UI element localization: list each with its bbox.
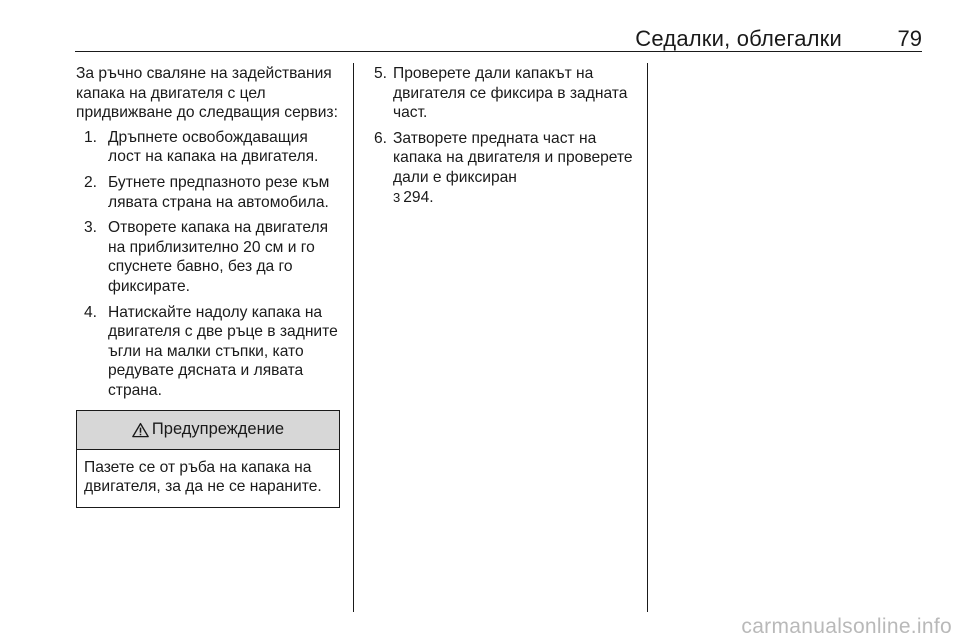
step-number: 4. <box>84 303 98 321</box>
page-reference[interactable]: 294. <box>403 188 434 206</box>
list-item <box>374 129 636 207</box>
step-number: 5. <box>374 65 388 82</box>
step-text: Проверете дали капакът на двигателя се фиксира в задната част. <box>393 65 628 122</box>
warning-text: Пазете се от ръба на капака на двигателя, за да не се нараните. <box>84 458 322 496</box>
warning-box <box>76 410 340 508</box>
warning-title: Предупреждение <box>151 419 285 438</box>
step-text-block <box>393 129 636 207</box>
list-item <box>76 173 342 212</box>
watermark: carmanualsonline.info <box>741 615 952 638</box>
intro-paragraph: За ръчно сваляне на задействания капака на двигателя с цел придвижване до следващия сервиз: <box>76 65 338 122</box>
column-middle <box>374 64 636 213</box>
step-text: Затворете предната част на капака на двигателя и проверете дали е фиксиран <box>393 129 633 186</box>
steps-list <box>374 64 636 207</box>
step-text: Натискайте надолу капака на двигателя с две ръце в задните ъгли на малки стъпки, като редувате дясната и лявата страна. <box>108 303 338 399</box>
step-number: 2. <box>84 173 98 191</box>
step-number: 6. <box>374 129 388 147</box>
list-item <box>76 303 342 401</box>
page-reference-icon: 3 <box>393 189 401 205</box>
warning-triangle-icon <box>132 422 149 438</box>
column-left <box>76 64 342 508</box>
header-rule <box>75 51 922 52</box>
step-number: 1. <box>84 128 98 146</box>
step-text: Дръпнете освобождаващия лост на капака на двигателя. <box>108 128 319 166</box>
list-item <box>76 128 342 167</box>
step-text: Отворете капака на двигателя на приблизително 20 см и го спуснете бавно, без да го фиксирате. <box>108 219 329 295</box>
list-item <box>374 64 636 123</box>
column-divider <box>353 63 354 612</box>
step-number: 3. <box>84 219 98 237</box>
list-item <box>76 218 342 296</box>
steps-list <box>76 128 342 401</box>
column-divider <box>647 63 648 612</box>
step-text: Бутнете предпазното резе към лявата страна на автомобила. <box>108 173 330 211</box>
warning-header <box>77 411 339 450</box>
page-number: 79 <box>897 26 922 51</box>
page-title: Седалки, облегалки <box>635 26 842 51</box>
